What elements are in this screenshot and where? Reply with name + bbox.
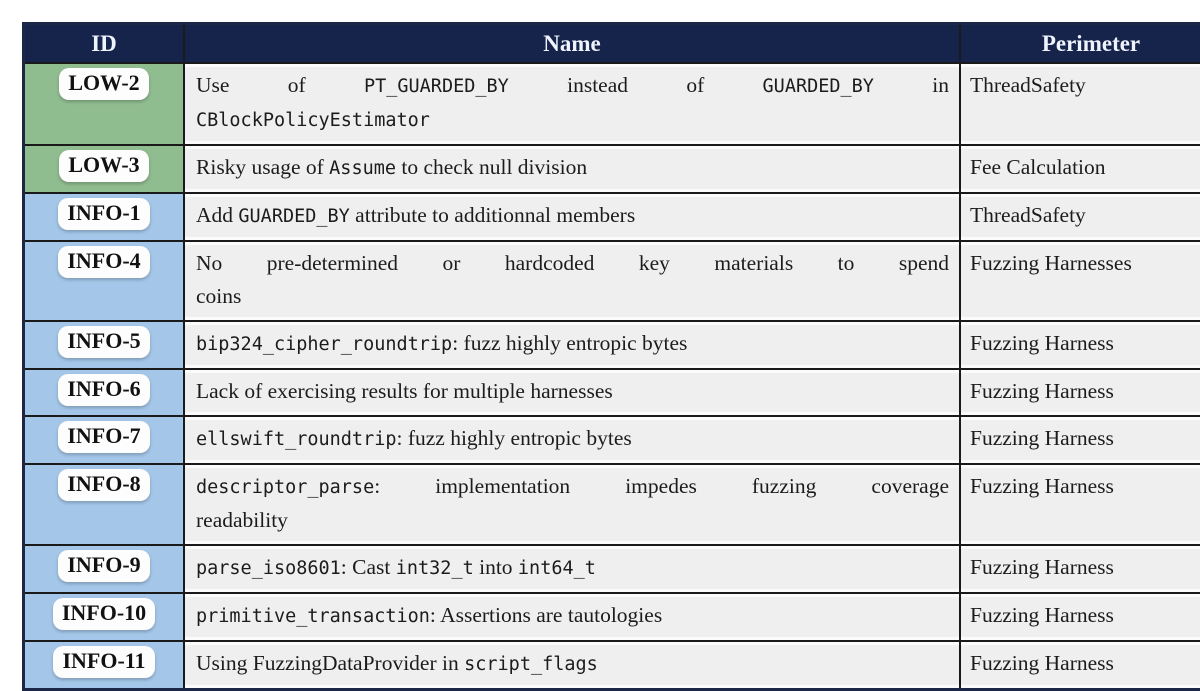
plain-text: Lack of exercising results for multiple harnesses [196, 379, 613, 403]
perimeter-text: ThreadSafety [970, 203, 1086, 227]
plain-text: : implementation impedes fuzzing coverage [374, 474, 949, 498]
name-cell [184, 416, 960, 464]
name-line [196, 647, 949, 681]
plain-text: No pre-determined or hardcoded key materials to spend [196, 251, 949, 275]
id-badge: LOW-2 [59, 68, 148, 100]
id-badge: LOW-3 [59, 150, 148, 182]
perimeter-cell [960, 321, 1200, 369]
name-line [196, 551, 949, 585]
plain-text: Using FuzzingDataProvider in [196, 651, 464, 675]
perimeter-cell [960, 63, 1200, 145]
table-body [24, 63, 1200, 690]
header-cell-perimeter: Perimeter [960, 24, 1200, 64]
header-cell-name: Name [184, 24, 960, 64]
id-badge: INFO-5 [58, 326, 149, 358]
id-cell [24, 369, 185, 416]
code-text: bip324_cipher_roundtrip [196, 334, 452, 355]
perimeter-cell [960, 641, 1200, 690]
name-cell [184, 545, 960, 593]
perimeter-text: Fuzzing Harness [970, 474, 1114, 498]
name-line [196, 470, 949, 504]
plain-text: : Assertions are tautologies [430, 603, 662, 627]
id-cell [24, 193, 185, 241]
perimeter-text: Fuzzing Harness [970, 426, 1114, 450]
name-cell [184, 641, 960, 690]
perimeter-text: Fee Calculation [970, 155, 1106, 179]
perimeter-cell [960, 464, 1200, 545]
perimeter-cell [960, 193, 1200, 241]
plain-text: coins [196, 284, 241, 308]
code-text: ellswift_roundtrip [196, 429, 396, 450]
id-badge: INFO-11 [53, 646, 154, 678]
perimeter-text: Fuzzing Harnesses [970, 251, 1132, 275]
header-row [24, 24, 1200, 64]
name-cell [184, 321, 960, 369]
plain-text: : fuzz highly entropic bytes [396, 426, 631, 450]
name-line [196, 151, 949, 185]
plain-text: readability [196, 508, 288, 532]
findings-table-container [22, 22, 1200, 691]
header-cell-id: ID [24, 24, 185, 64]
code-text: PT_GUARDED_BY [364, 76, 509, 97]
code-text: parse_iso8601 [196, 558, 341, 579]
id-badge: INFO-4 [58, 246, 149, 278]
name-line [196, 504, 949, 537]
name-line [196, 280, 949, 313]
name-line [196, 199, 949, 233]
table-row [24, 369, 1200, 416]
code-text: GUARDED_BY [763, 76, 874, 97]
name-line [196, 599, 949, 633]
name-cell [184, 63, 960, 145]
table-row [24, 321, 1200, 369]
plain-text: instead of [509, 73, 763, 97]
table-row [24, 593, 1200, 641]
code-text: int64_t [518, 558, 596, 579]
findings-table [22, 22, 1200, 691]
table-row [24, 545, 1200, 593]
plain-text: : Cast [341, 555, 396, 579]
plain-text: Use of [196, 73, 364, 97]
perimeter-cell [960, 545, 1200, 593]
id-badge: INFO-1 [58, 198, 149, 230]
id-cell [24, 63, 185, 145]
id-cell [24, 145, 185, 193]
id-cell [24, 241, 185, 321]
plain-text: attribute to additionnal members [350, 203, 635, 227]
id-badge: INFO-8 [58, 469, 149, 501]
table-row [24, 641, 1200, 690]
code-text: descriptor_parse [196, 477, 374, 498]
id-badge: INFO-10 [53, 598, 155, 630]
perimeter-text: Fuzzing Harness [970, 651, 1114, 675]
name-line [196, 422, 949, 456]
table-row [24, 464, 1200, 545]
perimeter-text: ThreadSafety [970, 73, 1086, 97]
perimeter-cell [960, 593, 1200, 641]
name-cell [184, 593, 960, 641]
name-line [196, 69, 949, 103]
id-cell [24, 545, 185, 593]
plain-text: Add [196, 203, 238, 227]
name-cell [184, 193, 960, 241]
table-row [24, 241, 1200, 321]
plain-text: Risky usage of [196, 155, 329, 179]
name-line [196, 247, 949, 280]
code-text: Assume [329, 158, 396, 179]
plain-text: : fuzz highly entropic bytes [452, 331, 687, 355]
perimeter-text: Fuzzing Harness [970, 379, 1114, 403]
perimeter-cell [960, 145, 1200, 193]
table-row [24, 416, 1200, 464]
table-row [24, 145, 1200, 193]
code-text: primitive_transaction [196, 606, 430, 627]
id-badge: INFO-6 [58, 374, 149, 406]
id-badge: INFO-9 [58, 550, 149, 582]
perimeter-cell [960, 416, 1200, 464]
id-badge: INFO-7 [58, 421, 149, 453]
name-line [196, 103, 949, 137]
id-cell [24, 464, 185, 545]
perimeter-cell [960, 241, 1200, 321]
name-cell [184, 145, 960, 193]
id-cell [24, 321, 185, 369]
plain-text: to check null division [396, 155, 587, 179]
id-cell [24, 416, 185, 464]
name-cell [184, 241, 960, 321]
code-text: GUARDED_BY [238, 206, 349, 227]
code-text: CBlockPolicyEstimator [196, 110, 430, 131]
table-row [24, 193, 1200, 241]
plain-text: into [474, 555, 518, 579]
perimeter-text: Fuzzing Harness [970, 331, 1114, 355]
name-cell [184, 369, 960, 416]
table-row [24, 63, 1200, 145]
code-text: int32_t [396, 558, 474, 579]
table-header [24, 24, 1200, 64]
perimeter-text: Fuzzing Harness [970, 603, 1114, 627]
perimeter-text: Fuzzing Harness [970, 555, 1114, 579]
id-cell [24, 641, 185, 690]
plain-text: in [874, 73, 949, 97]
name-cell [184, 464, 960, 545]
name-line [196, 375, 949, 408]
name-line [196, 327, 949, 361]
perimeter-cell [960, 369, 1200, 416]
id-cell [24, 593, 185, 641]
code-text: script_flags [464, 654, 598, 675]
